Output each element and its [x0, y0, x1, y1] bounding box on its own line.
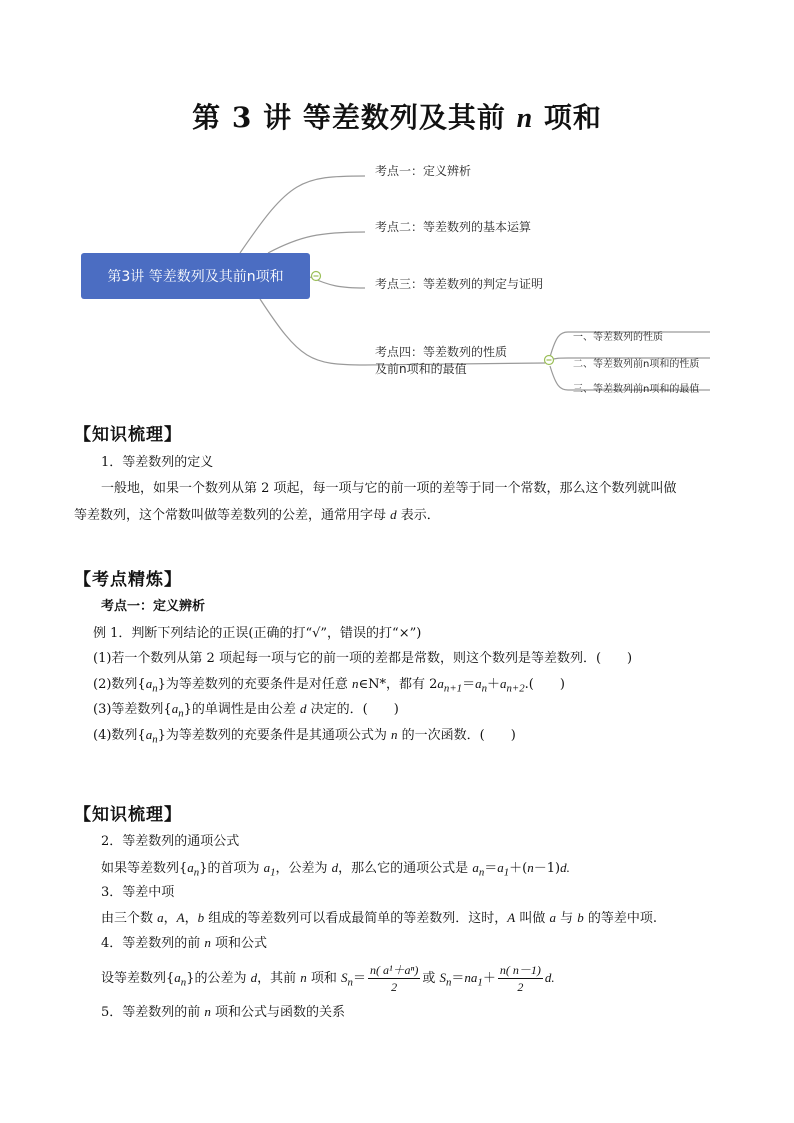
- item-title-5: 5．等差数列的前 n 项和公式与函数的关系: [101, 1004, 346, 1020]
- mindmap-node-2[interactable]: 考点二：等差数列的基本运算: [375, 220, 532, 234]
- mindmap-root[interactable]: 第3讲 等差数列及其前n项和: [81, 253, 310, 299]
- mindmap-subnode-2[interactable]: 二、等差数列前n项和的性质: [573, 359, 700, 370]
- paragraph-line: 设等差数列$\{a_n\}$的公差为 d，其前 n 项和 $S_n=$ $\frac{\text{n( a¹＋aⁿ)}}{2}$ 或 $S_n=na_1+$ $\frac{n( n-1)}{2}$ d.: [101, 963, 555, 994]
- mindmap-node-3[interactable]: 考点三：等差数列的判定与证明: [375, 277, 544, 291]
- paragraph-line: 等差数列，这个常数叫做等差数列的公差，通常用字母 d 表示．: [74, 507, 440, 523]
- section-heading-knowledge-1: 【知识梳理】: [74, 425, 182, 445]
- page-title: 第 3 讲 等差数列及其前 n 项和: [192, 101, 602, 134]
- mindmap-node-4[interactable]: 考点四：等差数列的性质 及前n项和的最值: [375, 345, 508, 376]
- question-2: (2)数列$\{a_n\}$为等差数列的充要条件是对任意 n∈N*，都有 $2a_{n+1}=a_n+a_{n+2}$.( ): [93, 676, 565, 695]
- mindmap-subnode-1[interactable]: 一、等差数列的性质: [573, 332, 663, 343]
- question-3: (3)等差数列$\{a_n\}$的单调性是由公差 d 决定的．( ): [93, 701, 399, 720]
- paragraph-line: 一般地，如果一个数列从第 2 项起，每一项与它的前一项的差等于同一个常数，那么这个数列就叫做: [101, 481, 677, 496]
- key-point-title: 考点一：定义辨析: [101, 599, 206, 614]
- section-heading-practice: 【考点精炼】: [74, 570, 182, 590]
- item-title-4: 4．等差数列的前 n 项和公式: [101, 935, 268, 951]
- paragraph-line: 由三个数 a，A，b 组成的等差数列可以看成最简单的等差数列．这时，A 叫做 a 与 b 的等差中项.: [101, 910, 658, 926]
- item-title-1: 1．等差数列的定义: [101, 455, 214, 470]
- item-title-2: 2．等差数列的通项公式: [101, 834, 240, 849]
- fraction-2: $\frac{n( n-1)}{2}$: [499, 963, 541, 994]
- mindmap-node-1[interactable]: 考点一：定义辨析: [375, 164, 472, 178]
- question-1: (1)若一个数列从第 2 项起每一项与它的前一项的差都是常数，则这个数列是等差数列．( ): [93, 651, 633, 666]
- example-title: 例 1．判断下列结论的正误(正确的打“√”，错误的打“×”): [93, 626, 422, 641]
- question-4: (4)数列$\{a_n\}$为等差数列的充要条件是其通项公式为 n 的一次函数．( ): [93, 727, 516, 746]
- paragraph-line: 如果等差数列$\{a_n\}$的首项为 $a_1$，公差为 d，那么它的通项公式是 $a_n=a_1+(n-1)d$.: [101, 860, 570, 879]
- item-title-3: 3．等差中项: [101, 885, 175, 900]
- section-heading-knowledge-2: 【知识梳理】: [74, 805, 182, 825]
- mindmap-subnode-3[interactable]: 三、等差数列前n项和的最值: [573, 384, 700, 395]
- fraction-1: $\frac{\text{n( a¹＋aⁿ)}}{2}$: [369, 963, 419, 994]
